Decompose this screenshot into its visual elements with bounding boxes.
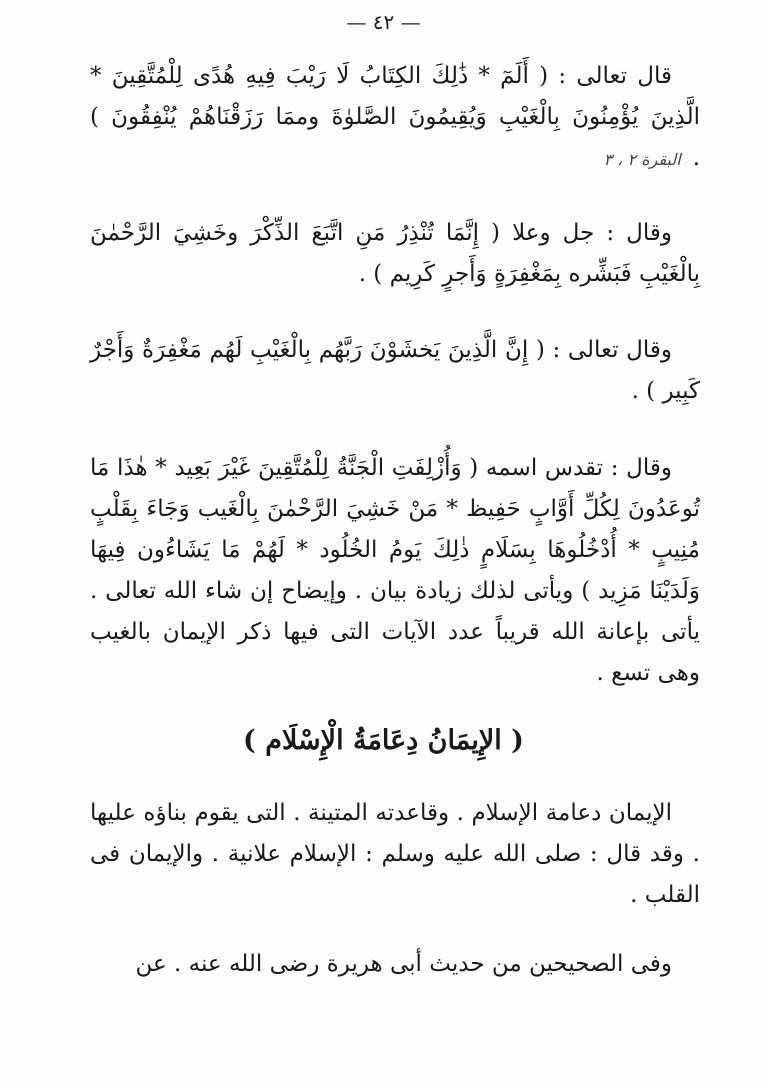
page-number: — ٤٢ —: [346, 10, 421, 34]
paragraph-yasin-verse: [90, 213, 700, 295]
paragraph-text: الإيمان دعامة الإسلام . وقاعدته المتينة . التى يقوم بناؤه عليها . وقد قال : صلى الله عليه وسلم : الإسلام علانية . والإيمان فى القلب .: [90, 800, 700, 908]
paragraph-text: قال تعالى : ( أَلَمٓ * ذَٰلِكَ الكِتَابُ لَا رَيْبَ فِيهِ هُدًى لِلْمُتَّقِينَ * الَّذِينَ يُؤْمِنُونَ بِالْغَيْبِ وَيُقِيمُونَ الصَّلوٰةَ وممَا رَزَقْنَاهُمْ يُنْفِقُونَ ) .: [90, 63, 700, 171]
handwritten-margin-note: البقرة ٢ ، ٣: [603, 150, 681, 169]
paragraph-qaf-verse: [90, 448, 700, 694]
paragraph-text: وقال تعالى : ( إِنَّ الَّذِينَ يَخشَوْنَ رَبَّهُم بِالْغَيْبِ لَهُم مَغْفِرَةٌ وَأَجْرٌ كَبِير ) .: [90, 337, 700, 404]
paragraph-text: وفى الصحيحين من حديث أبى هريرة رضى الله عنه . عن: [135, 951, 672, 977]
section-heading: ( الإِيمَانُ دِعَامَةُ الْإِسْلَام ): [243, 725, 524, 756]
paragraph-sahihayn: [90, 944, 700, 985]
paragraph-baqarah-verse: [90, 56, 700, 180]
paragraph-mulk-verse: [90, 330, 700, 412]
paragraph-text: وقال : تقدس اسمه ( وَأُزْلِفَتِ الْجَنَّةُ لِلْمُتَّقِينَ غَيْرَ بَعِيد * هٰذَا مَا تُوعَدُونَ لِكُلِّ أَوَّابٍ حَفِيظ * مَنْ خَشِيَ الرَّحْمٰنَ بِالْغَيب وَجَاءَ بِقَلْبٍ مُنِيبٍ * أُدْخُلُوهَا بِسَلَامٍ ذٰلِكَ يَومُ الخُلُود * لَهُمْ مَا يَشَاءُون فِيهَا وَلَدَيْنَا مَزِيد ) ويأتى لذلك زيادة بيان . وإيضاح إن شاء الله تعالى . يأتى بإعانة الله قريباً عدد الآيات التى فيها ذكر الإيمان بالغيب وهى تسع .: [90, 455, 700, 686]
paragraph-text: وقال : جل وعلا ( إِنَّمَا تُنْذِرُ مَنِ اتَّبَعَ الذِّكْرَ وخَشِيَ الرَّحْمٰنَ بِالْغَيْبِ فَبَشِّره بِمَغْفِرَةٍ وَأَجرٍ كَرِيم ) .: [90, 220, 700, 287]
paragraph-iman-pillar: [90, 793, 700, 916]
